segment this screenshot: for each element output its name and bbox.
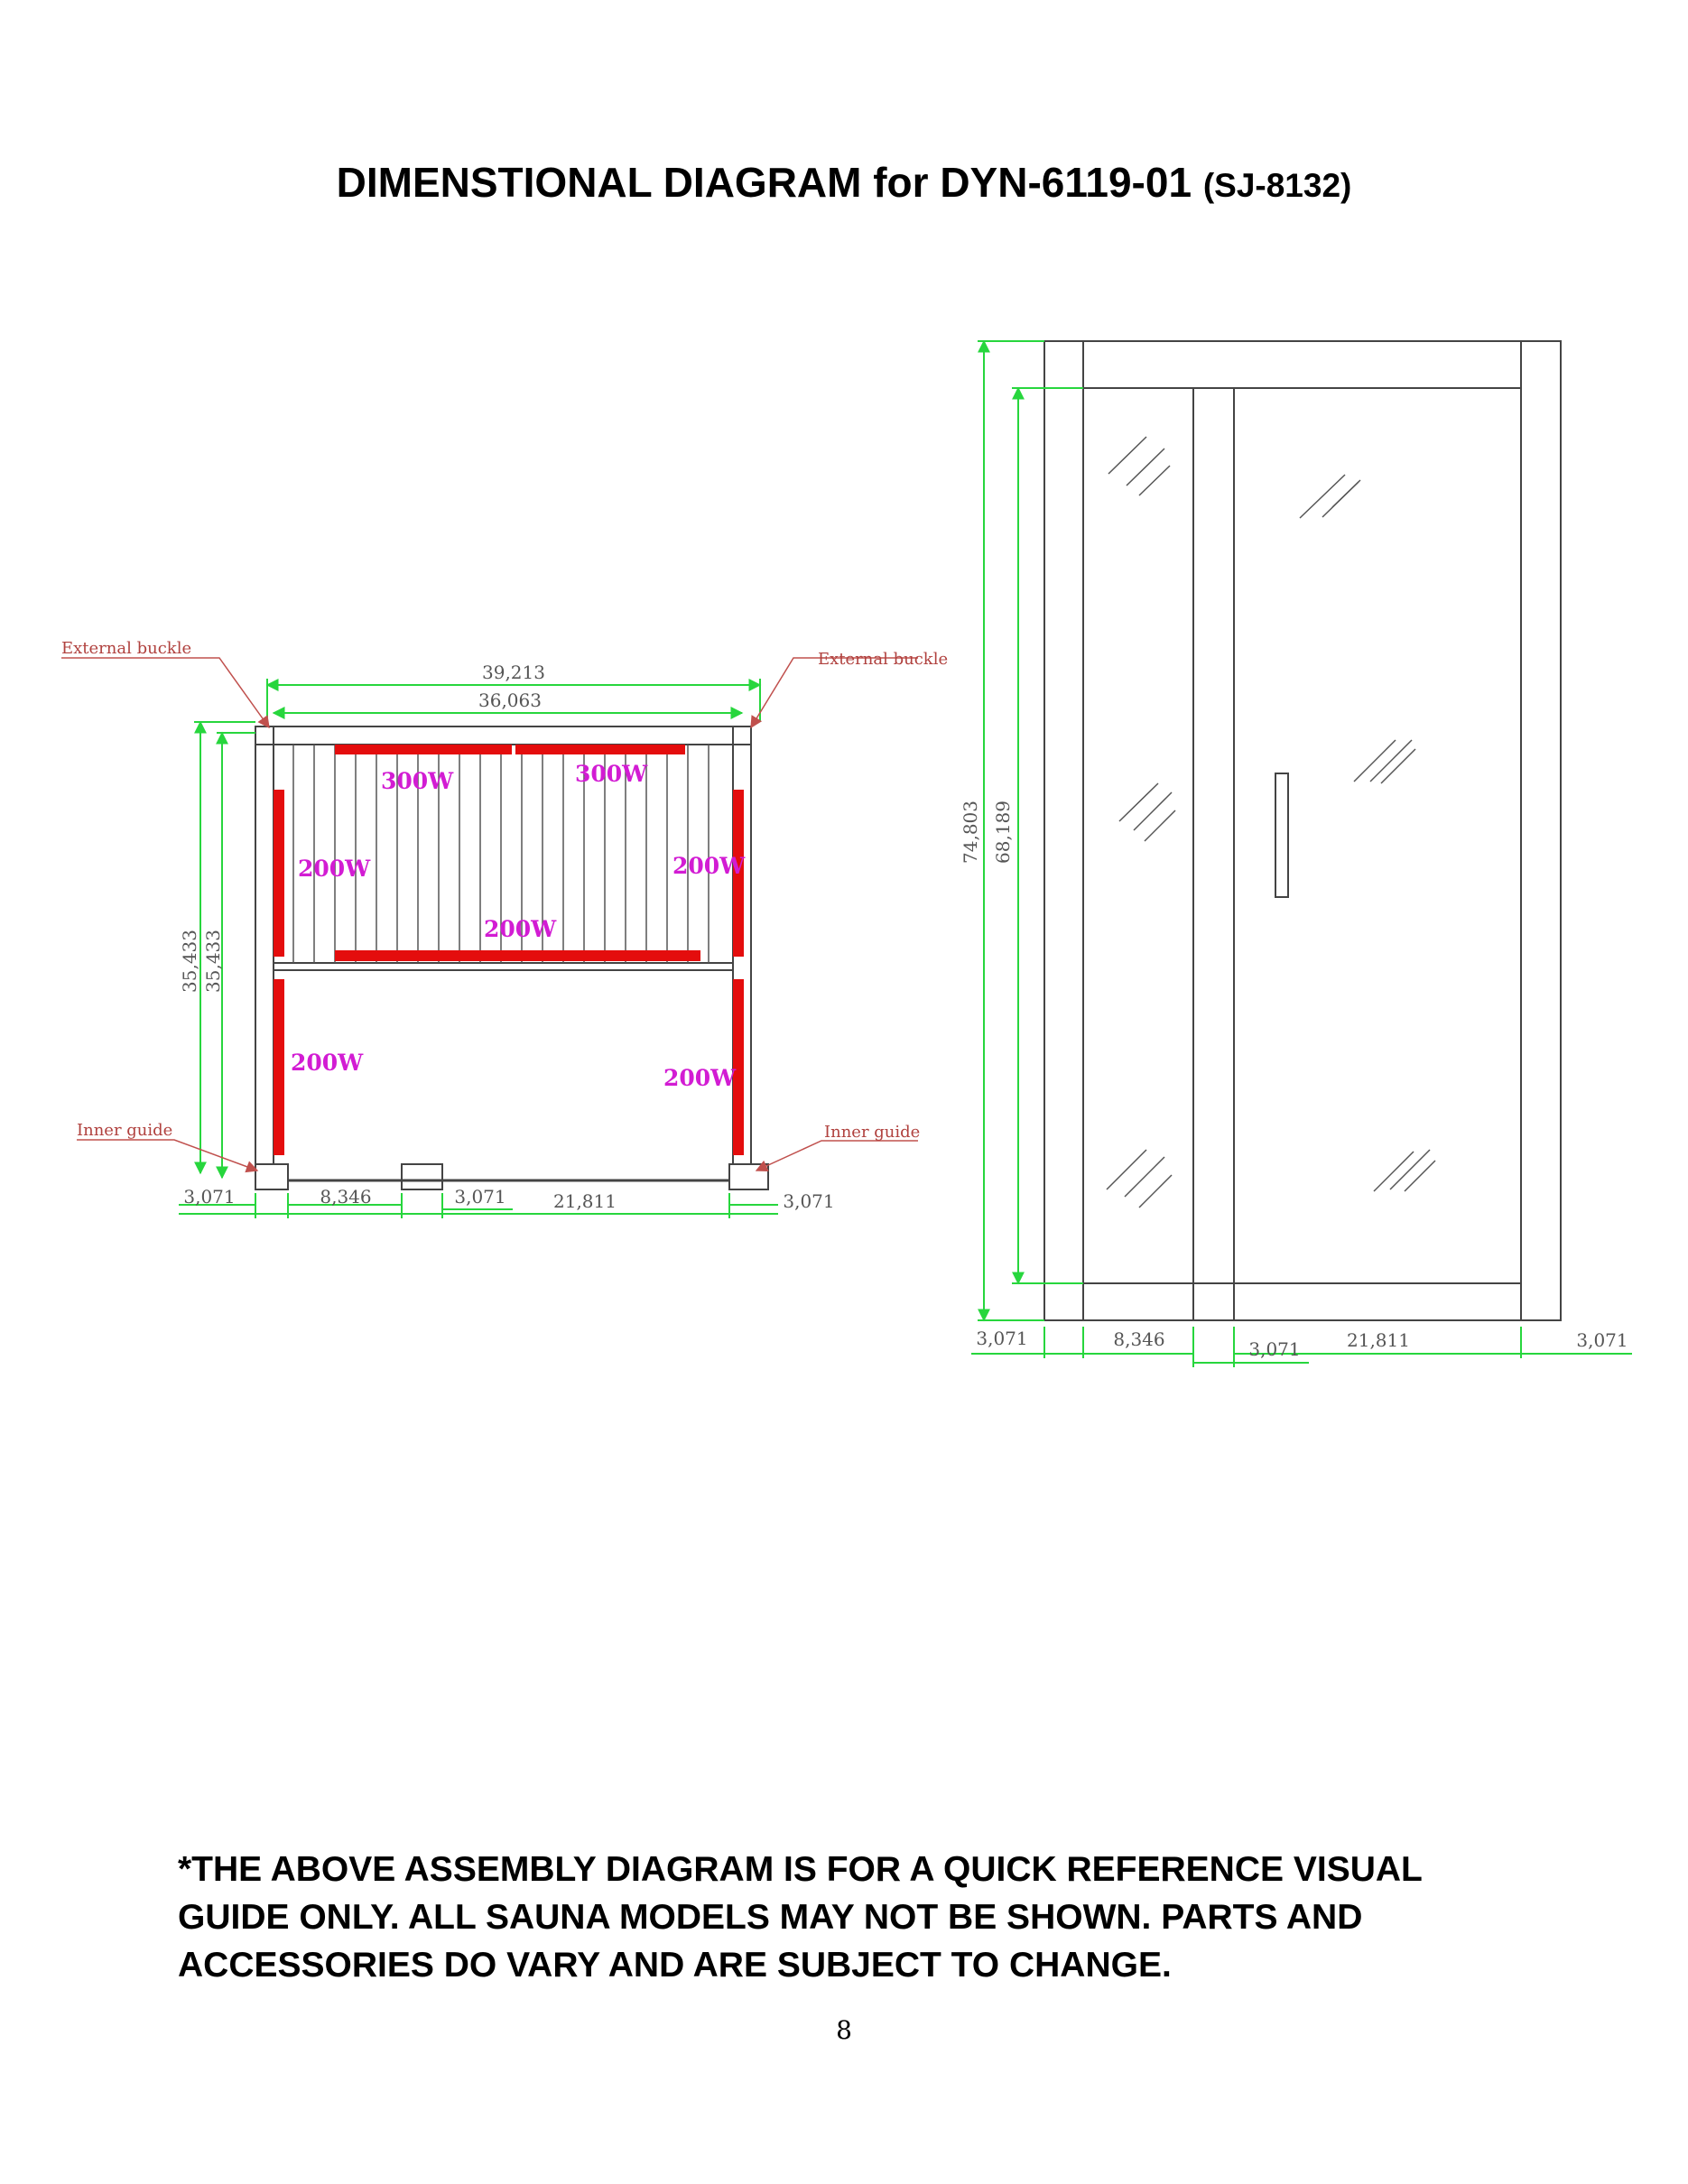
dim-door-height: 68,189 — [992, 800, 1014, 864]
dim-outer-width: 39,213 — [482, 662, 545, 683]
dim-wall-left: 3,071 — [976, 1328, 1028, 1349]
heater-label-back-right: 300W — [575, 761, 648, 787]
heater-back-right — [515, 745, 685, 754]
door-handle — [1275, 773, 1288, 897]
heater-side-upper-left — [274, 790, 284, 957]
dim-door-frame: 3,071 — [454, 1186, 506, 1208]
disclaimer-note: *THE ABOVE ASSEMBLY DIAGRAM IS FOR A QUICK REFERENCE VISUAL GUIDE ONLY. ALL SAUNA MODELS MAY NOT BE SHOWN. PARTS AND ACCESSORIES DO VARY AND ARE SUBJECT TO CHANGE. — [178, 1850, 1423, 1985]
label-external-buckle-right: External buckle — [818, 650, 949, 669]
heater-label-bench: 200W — [484, 916, 557, 942]
dim-depth-inner: 35,433 — [202, 930, 224, 993]
heater-back-left — [335, 745, 512, 754]
front-elevation — [960, 341, 1632, 1367]
dim-wall-right: 3,071 — [783, 1190, 835, 1212]
glass-reflection-marks — [1107, 437, 1435, 1208]
heater-side-lower-left — [274, 979, 284, 1155]
dim-wall-right: 3,071 — [1576, 1329, 1628, 1351]
title-main: DIMENSTIONAL DIAGRAM for DYN-6119-01 — [336, 159, 1192, 206]
dim-door-frame: 3,071 — [1248, 1338, 1301, 1360]
dim-side-panel: 8,346 — [320, 1186, 372, 1208]
plan-view — [61, 639, 948, 1218]
heater-label-side-upper-left: 200W — [298, 856, 371, 882]
heater-label-side-lower-right: 200W — [663, 1065, 737, 1091]
label-external-buckle-left: External buckle — [61, 639, 192, 658]
dim-door: 21,811 — [553, 1190, 617, 1212]
heater-label-back-left: 300W — [381, 768, 454, 794]
dim-wall-left: 3,071 — [183, 1186, 236, 1208]
page-number: 8 — [836, 2015, 852, 2045]
dim-inner-width: 36,063 — [478, 689, 542, 711]
dim-depth-outer: 35,433 — [179, 930, 200, 993]
title-model-code: (SJ-8132) — [1202, 167, 1352, 204]
heater-label-side-upper-right: 200W — [672, 853, 746, 879]
elevation-dimension-lines — [971, 341, 1632, 1367]
label-inner-guide-right: Inner guide — [824, 1123, 921, 1142]
dim-total-height: 74,803 — [960, 800, 981, 864]
plan-leaders — [61, 658, 921, 1171]
heater-label-side-lower-left: 200W — [291, 1050, 364, 1076]
label-inner-guide-left: Inner guide — [77, 1121, 173, 1140]
heater-bench — [335, 950, 700, 961]
heater-panels — [274, 745, 744, 1155]
dim-door: 21,811 — [1347, 1329, 1410, 1351]
dim-side-panel: 8,346 — [1113, 1328, 1165, 1350]
